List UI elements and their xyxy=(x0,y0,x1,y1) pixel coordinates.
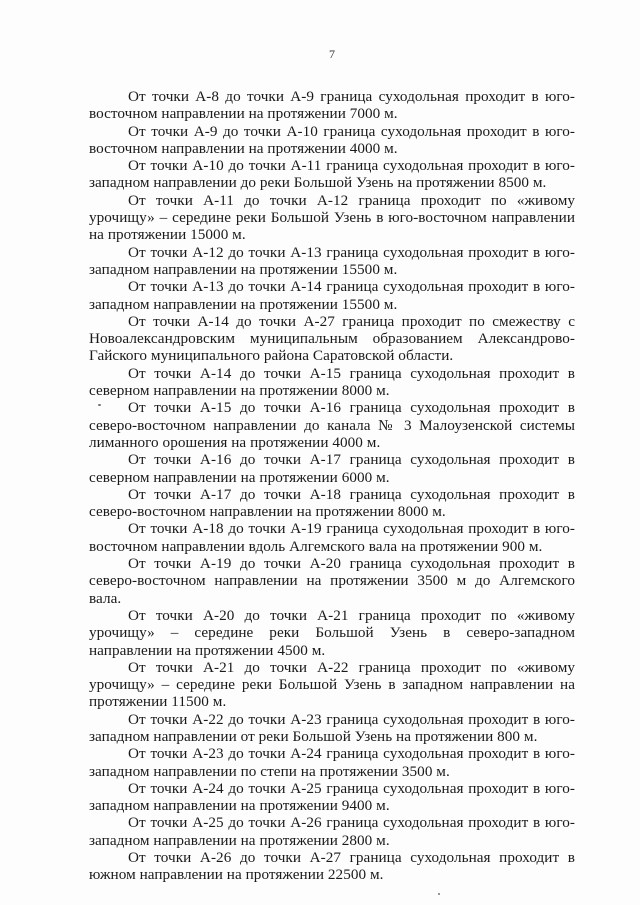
paragraph: От точки А-14 до точки А-27 граница проходит по смежеству с Новоалександровским муниципальным образованием Александрово-Гайского муниципального района Саратовской области. xyxy=(89,312,575,365)
paragraph: От точки А-19 до точки А-20 граница суходольная проходит в северо-восточном направлении на протяжении 3500 м до Алгемского вала. xyxy=(89,555,575,607)
paragraph: От точки А-16 до точки А-17 граница суходольная проходит в северном направлении на протяжении 6000 м. xyxy=(89,451,575,486)
paragraph: От точки А-13 до точки А-14 граница суходольная проходит в юго-западном направлении на протяжении 15500 м. xyxy=(89,278,575,313)
paragraph: От точки А-14 до точки А-15 граница суходольная проходит в северном направлении на протяжении 8000 м. xyxy=(89,364,575,400)
paragraph: От точки А-11 до точки А-12 граница проходит по «живому урочищу» – середине реки Большой Узень в юго-восточном направлении на протяжении 15000 м. xyxy=(89,191,575,244)
scan-speck xyxy=(438,893,440,895)
paragraph: От точки А-20 до точки А-21 граница проходит по «живому урочищу» – середине реки Большой Узень в северо-западном направлении на протяжении 4500 м. xyxy=(89,606,575,659)
paragraph: От точки А-24 до точки А-25 граница суходольная проходит в юго-западном направлении на протяжении 9400 м. xyxy=(89,779,575,815)
paragraph: От точки А-25 до точки А-26 граница суходольная проходит в юго-западном направлении на протяжении 2800 м. xyxy=(89,814,575,849)
document-body xyxy=(89,88,575,884)
paragraph: От точки А-17 до точки А-18 граница суходольная проходит в северо-восточном направлении на протяжении 8000 м. xyxy=(89,485,575,521)
paragraph: От точки А-10 до точки А-11 граница суходольная проходит в юго-западном направлении до реки Большой Узень на протяжении 8500 м. xyxy=(89,157,575,192)
paragraph: От точки А-8 до точки А-9 граница суходольная проходит в юго-восточном направлении на протяжении 7000 м. xyxy=(89,88,575,123)
paragraph: От точки А-18 до точки А-19 граница суходольная проходит в юго-восточном направлении вдоль Алгемского вала на протяжении 900 м. xyxy=(89,520,575,555)
paragraph: От точки А-23 до точки А-24 граница суходольная проходит в юго-западном направлении по степи на протяжении 3500 м. xyxy=(89,745,575,780)
scan-speck xyxy=(98,404,101,406)
paragraph: От точки А-9 до точки А-10 граница суходольная проходит в юго-восточном направлении на протяжении 4000 м. xyxy=(89,122,575,157)
paragraph: От точки А-22 до точки А-23 граница суходольная проходит в юго-западном направлении от реки Большой Узень на протяжении 800 м. xyxy=(89,710,575,745)
paragraph: От точки А-21 до точки А-22 граница проходит по «живому урочищу» – середине реки Большой Узень в западном направлении на протяжении 11500 м. xyxy=(89,658,575,711)
paragraph: От точки А-15 до точки А-16 граница суходольная проходит в северо-восточном направлении до канала № 3 Малоузенской системы лиманного орошения на протяжении 4000 м. xyxy=(89,399,575,451)
paragraph: От точки А-12 до точки А-13 граница суходольная проходит в юго-западном направлении на протяжении 15500 м. xyxy=(89,243,575,278)
paragraph: От точки А-26 до точки А-27 граница суходольная проходит в южном направлении на протяжении 22500 м. xyxy=(89,849,575,884)
page-number: 7 xyxy=(329,47,335,61)
